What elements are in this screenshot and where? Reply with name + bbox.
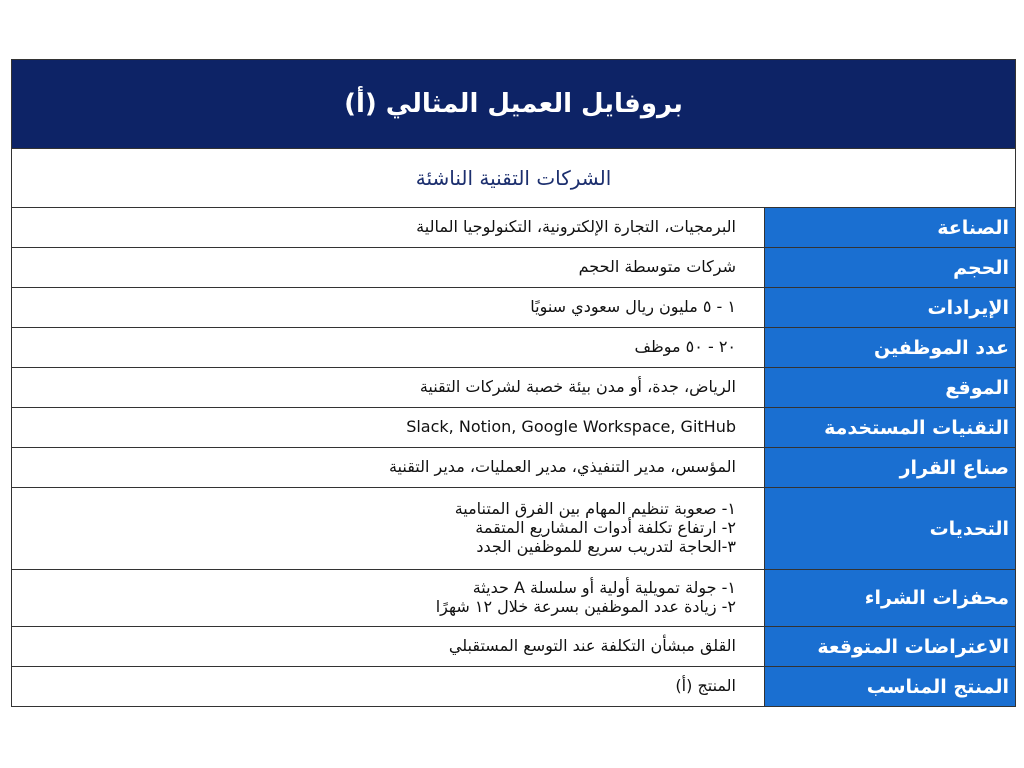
row-location: [12, 368, 1015, 408]
row-value: [12, 288, 764, 327]
row-value: [12, 328, 764, 367]
row-revenue: [12, 288, 1015, 328]
row-challenges: [12, 488, 1015, 570]
row-employees: [12, 328, 1015, 368]
value-line: شركات متوسطة الحجم: [578, 257, 736, 277]
row-label: الاعتراضات المتوقعة: [764, 627, 1015, 666]
row-label: التحديات: [764, 488, 1015, 569]
row-technologies: [12, 408, 1015, 448]
row-decision-makers: [12, 448, 1015, 488]
value-line: القلق مبشأن التكلفة عند التوسع المستقبلي: [448, 636, 736, 656]
row-value: [12, 408, 764, 447]
profile-subtitle: الشركات التقنية الناشئة: [12, 149, 1015, 208]
row-value: [12, 488, 764, 569]
value-line: ٢- زيادة عدد الموظفين بسرعة خلال ١٢ شهرًا: [435, 597, 736, 616]
row-label: التقنيات المستخدمة: [764, 408, 1015, 447]
value-line: Slack, Notion, Google Workspace, GitHub: [406, 417, 736, 437]
value-line: المؤسس، مدير التنفيذي، مدير العمليات، مدير التقنية: [388, 457, 736, 477]
row-label: الإيرادات: [764, 288, 1015, 327]
row-label: الموقع: [764, 368, 1015, 407]
row-value: [12, 627, 764, 666]
row-objections: [12, 627, 1015, 667]
value-line: ١- صعوبة تنظيم المهام بين الفرق المتنامية: [454, 499, 736, 519]
row-product-fit: [12, 667, 1015, 706]
row-label: صناع القرار: [764, 448, 1015, 487]
row-value: [12, 368, 764, 407]
profile-title: بروفايل العميل المثالي (أ): [12, 60, 1015, 149]
row-label: الحجم: [764, 248, 1015, 287]
row-size: [12, 248, 1015, 288]
row-label: المنتج المناسب: [764, 667, 1015, 706]
row-value: [12, 208, 764, 247]
row-label: محفزات الشراء: [764, 570, 1015, 626]
row-value: [12, 570, 764, 626]
value-line: ٢- ارتفاع تكلفة أدوات المشاريع المتقمة: [475, 518, 736, 538]
row-industry: [12, 208, 1015, 248]
value-line: البرمجيات، التجارة الإلكترونية، التكنولوجيا المالية: [416, 217, 736, 237]
customer-profile-table: [11, 59, 1016, 707]
row-label: الصناعة: [764, 208, 1015, 247]
value-line: المنتج (أ): [675, 676, 736, 696]
value-line: ١- جولة تمويلية أولية أو سلسلة A حديثة: [472, 578, 736, 598]
value-line: ١ - ٥ مليون ريال سعودي سنويًا: [530, 297, 736, 317]
row-value: [12, 667, 764, 706]
value-line: ٢٠ - ٥٠ موظف: [634, 337, 736, 357]
row-value: [12, 248, 764, 287]
value-line: ٣-الحاجة لتدريب سريع للموظفين الجدد: [476, 536, 736, 556]
row-label: عدد الموظفين: [764, 328, 1015, 367]
value-line: الرياض، جدة، أو مدن بيئة خصبة لشركات التقنية: [419, 377, 736, 397]
row-purchase-triggers: [12, 570, 1015, 627]
row-value: [12, 448, 764, 487]
